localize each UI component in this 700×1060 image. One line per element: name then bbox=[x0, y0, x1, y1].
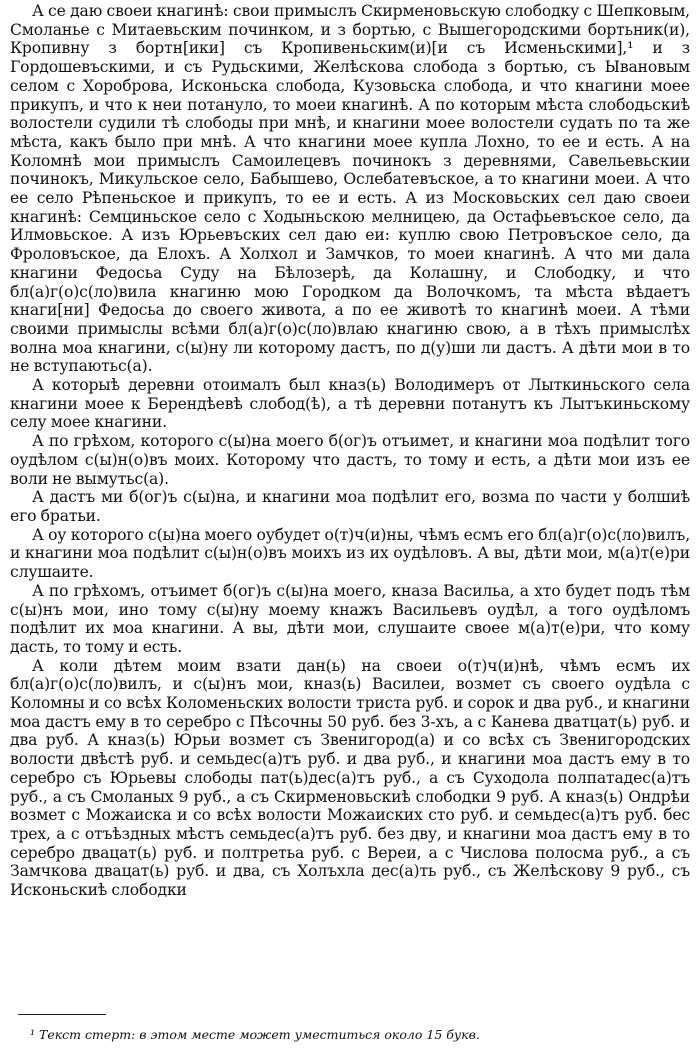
paragraph: А се даю своеи кнагинѣ: свои примыслъ Скирменовьскую слободку с Шепковым, Смоланье с Митаевьским починком, и з бортью, с Вышегородскими бортьник(и), Кропивну з бортн[ики] съ Кропивеньским(и)[и съ Исменьскими],¹ и з Гордошевъскими, и съ Рудьскими, Желѣскова слобода з бортью, съ Ывановым селом с Хороброва, Исконьска слобода, Кузовьска слобода, и что кнагини моее прикупъ, и что к неи потануло, то моеи кнагинѣ. А по которым мѣста слободьскиѣ волостели судили тѣ слободы при мнѣ, и кнагини моее волостели судать по та же мѣста, какъ было при мнѣ. А что кнагини моее купла Лохно, то ее и есть. А на Коломнѣ мои примыслъ Самоилецевъ починокъ з деревнями, Савельевьскии починокъ, Микульское село, Бабышево, Ослебатевъское, а то кнагини моеи. А что ее село Рѣпеньское и прикупъ, то ее и есть. А из Московьских сел даю своеи кнагинѣ: Семциньское село с Ходыньскою мелницею, да Остафьевъское село, да Илмовьское. А изъ Юрьевъских сел даю еи: куплю свою Петровъское село, да Фроловъское, да Елохъ. А Холхол и Замчков, то моеи кнагинѣ. А что ми дала кнагини Федосьа Суду на Бѣлозерѣ, да Колашну, и Слободку, и что бл(а)г(о)с(ло)вила кнагиню мою Городком да Волочкомъ, та мѣста вѣдаетъ кнаги[ни] Федосьа до своего живота, а по ее животѣ то кнагинѣ моеи. А тѣми своими примыслы всѣми бл(а)г(о)с(ло)влаю кнагиню свою, а в тѣхъ примыслѣх волна моа кнагини, с(ы)ну ли которому дастъ, по д(у)ши ли дастъ. А дѣти мои в то не вступаютьс(а). bbox=[10, 2, 690, 376]
paragraph: А по грѣхом, которого с(ы)на моего б(ог)ъ отъимет, и кнагини моа подѣлит того оудѣлом с(ы)н(о)въ моих. Которому что дастъ, то тому и есть, а дѣти мои изъ ее воли не вымутьс(а). bbox=[10, 432, 690, 488]
paragraph: А дастъ ми б(ог)ъ с(ы)на, и кнагини моа подѣлит его, возма по части у болшиѣ его братьи. bbox=[10, 488, 690, 525]
paragraph: А которыѣ деревни отоималъ был кназ(ь) Володимеръ от Лыткиньского села кнагини моее к Берендѣевѣ слобод(ѣ), а тѣ деревни потанутъ къ Лытъкиньскому селу моее кнагини. bbox=[10, 376, 690, 432]
document-body bbox=[10, 2, 690, 900]
paragraph: А оу которого с(ы)на моего оубудет о(т)ч(и)ны, чѣмъ есмъ его бл(а)г(о)с(ло)вилъ, и кнагини моа подѣлит с(ы)н(о)въ моихъ из их оудѣловъ. А вы, дѣти мои, м(а)т(е)ри слушаите. bbox=[10, 525, 690, 582]
paragraph: А по грѣхомъ, отъимет б(ог)ъ с(ы)на моего, кназа Васильа, а хто будет подъ тѣм с(ы)нъ мои, ино тому с(ы)ну моему кнажъ Васильевъ оудѣл, а того оудѣломъ подѣлит их моа кнагини. А вы, дѣти мои, слушаите своее м(а)т(е)ри, что кому дасть, то тому и есть. bbox=[10, 581, 690, 656]
paragraph: А коли дѣтем моим взати дан(ь) на своеи о(т)ч(и)нѣ, чѣмъ есмъ их бл(а)г(о)с(ло)вилъ, и с(ы)нъ мои, кназ(ь) Василеи, возмет съ своего оудѣла с Коломны и со всѣх Коломеньских волости триста руб. и сорок и два руб., и кнагини моа дастъ ему в то серебро с Пѣсочны 50 руб. без 3-хъ, а с Канева дватцат(ь) руб. и два руб. А кназ(ь) Юрьи возмет съ Звенигород(а) и со всѣх съ Звенигородских волости двѣстѣ руб. и семьдес(а)тъ руб. и два руб., и кнагини моа дастъ ему в то серебро съ Юрьевы слободы пат(ь)дес(а)тъ руб., а съ Суходола полпатадес(а)тъ руб., а съ Смоланых 9 руб., а съ Скирменовьскиѣ слободки 9 руб. А кназ(ь) Ондрѣи возмет с Можаиска и со всѣх волости Можаиских сто руб. и семьдес(а)тъ руб. бес трех, а с отъѣздных мѣстъ семьдес(а)тъ руб. без дву, и кнагини моа дастъ ему в то серебро двацат(ь) руб. и полтретьа руб. с Вереи, а с Числова полосма руб., а съ Замчкова двацат(ь) руб. и два, съ Холъхла дес(а)ть руб., съ Желѣскову 9 руб., съ Исконьскиѣ слободки bbox=[10, 656, 690, 900]
footnote-divider bbox=[18, 1014, 106, 1015]
footnote: ¹ Текст стерт: в этом месте может уместиться около 15 букв. bbox=[30, 1027, 480, 1042]
